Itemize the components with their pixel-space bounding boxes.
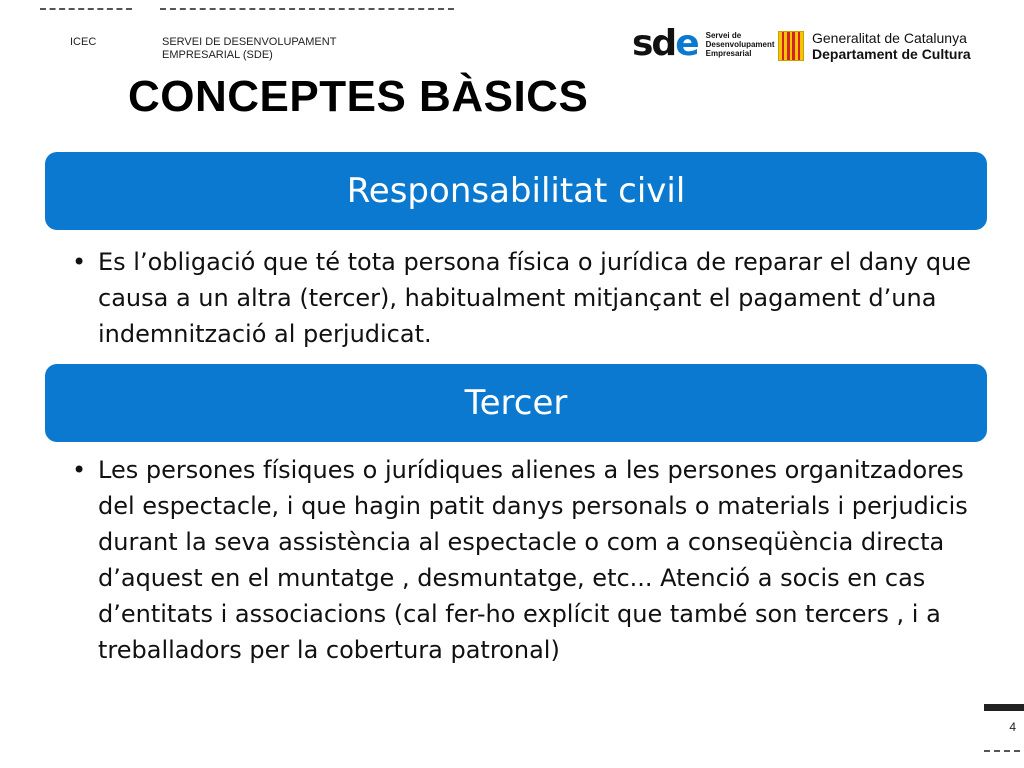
page-number: 4: [1009, 720, 1016, 734]
bullet-item: [72, 452, 972, 668]
slide-title: CONCEPTES BÀSICS: [128, 72, 589, 121]
bullet-text: Es l’obligació que té tota persona física o jurídica de reparar el dany que causa a un altra (tercer), habitualment mitjançant el pagament d’una indemnització al perjudicat.: [98, 248, 972, 348]
section-heading-tercer: Tercer: [45, 364, 987, 442]
icec-label: ICEC: [70, 36, 97, 48]
section-heading-responsabilitat: Responsabilitat civil: [45, 152, 987, 230]
sde-header-line2: EMPRESARIAL (SDE): [162, 49, 273, 61]
corner-bar: [984, 704, 1024, 711]
sde-logo: [632, 23, 775, 64]
sde-logo-line3: Empresarial: [705, 48, 752, 58]
sde-header-line1: SERVEI DE DESENVOLUPAMENT: [162, 36, 337, 48]
department-line: Departament de Cultura: [812, 46, 971, 62]
senyera-icon: [778, 31, 804, 61]
generalitat-logo: [778, 30, 971, 62]
generalitat-text: [812, 30, 971, 62]
footer-rule: [984, 750, 1020, 752]
generalitat-line1: Generalitat de Catalunya: [812, 30, 967, 46]
section-body-tercer: [72, 452, 972, 668]
bullet-icon: •: [72, 456, 87, 484]
sde-logo-text: [706, 31, 775, 58]
bullet-item: [72, 244, 972, 352]
section-body-responsabilitat: [72, 244, 972, 352]
sde-mark: sde: [632, 23, 698, 64]
sde-header-label: [162, 36, 336, 62]
header-rule-left: [40, 8, 132, 10]
bullet-text: Les persones físiques o jurídiques alienes a les persones organitzadores del espectacle, i que hagin patit danys personals o materials i perjudicis durant la seva assistència al espectacle o com a conseqüència directa d’aquest en el muntatge , desmuntatge, etc... Atenció a socis en cas d’entitats i associacions (cal fer-ho explícit que també son tercers , i a treballadors per la cobertura patronal): [98, 456, 968, 664]
header-rule-right: [160, 8, 454, 10]
bullet-icon: •: [72, 248, 87, 276]
sde-logo-line2: Desenvolupament: [705, 39, 775, 49]
sde-logo-line1: Servei de: [705, 30, 742, 40]
